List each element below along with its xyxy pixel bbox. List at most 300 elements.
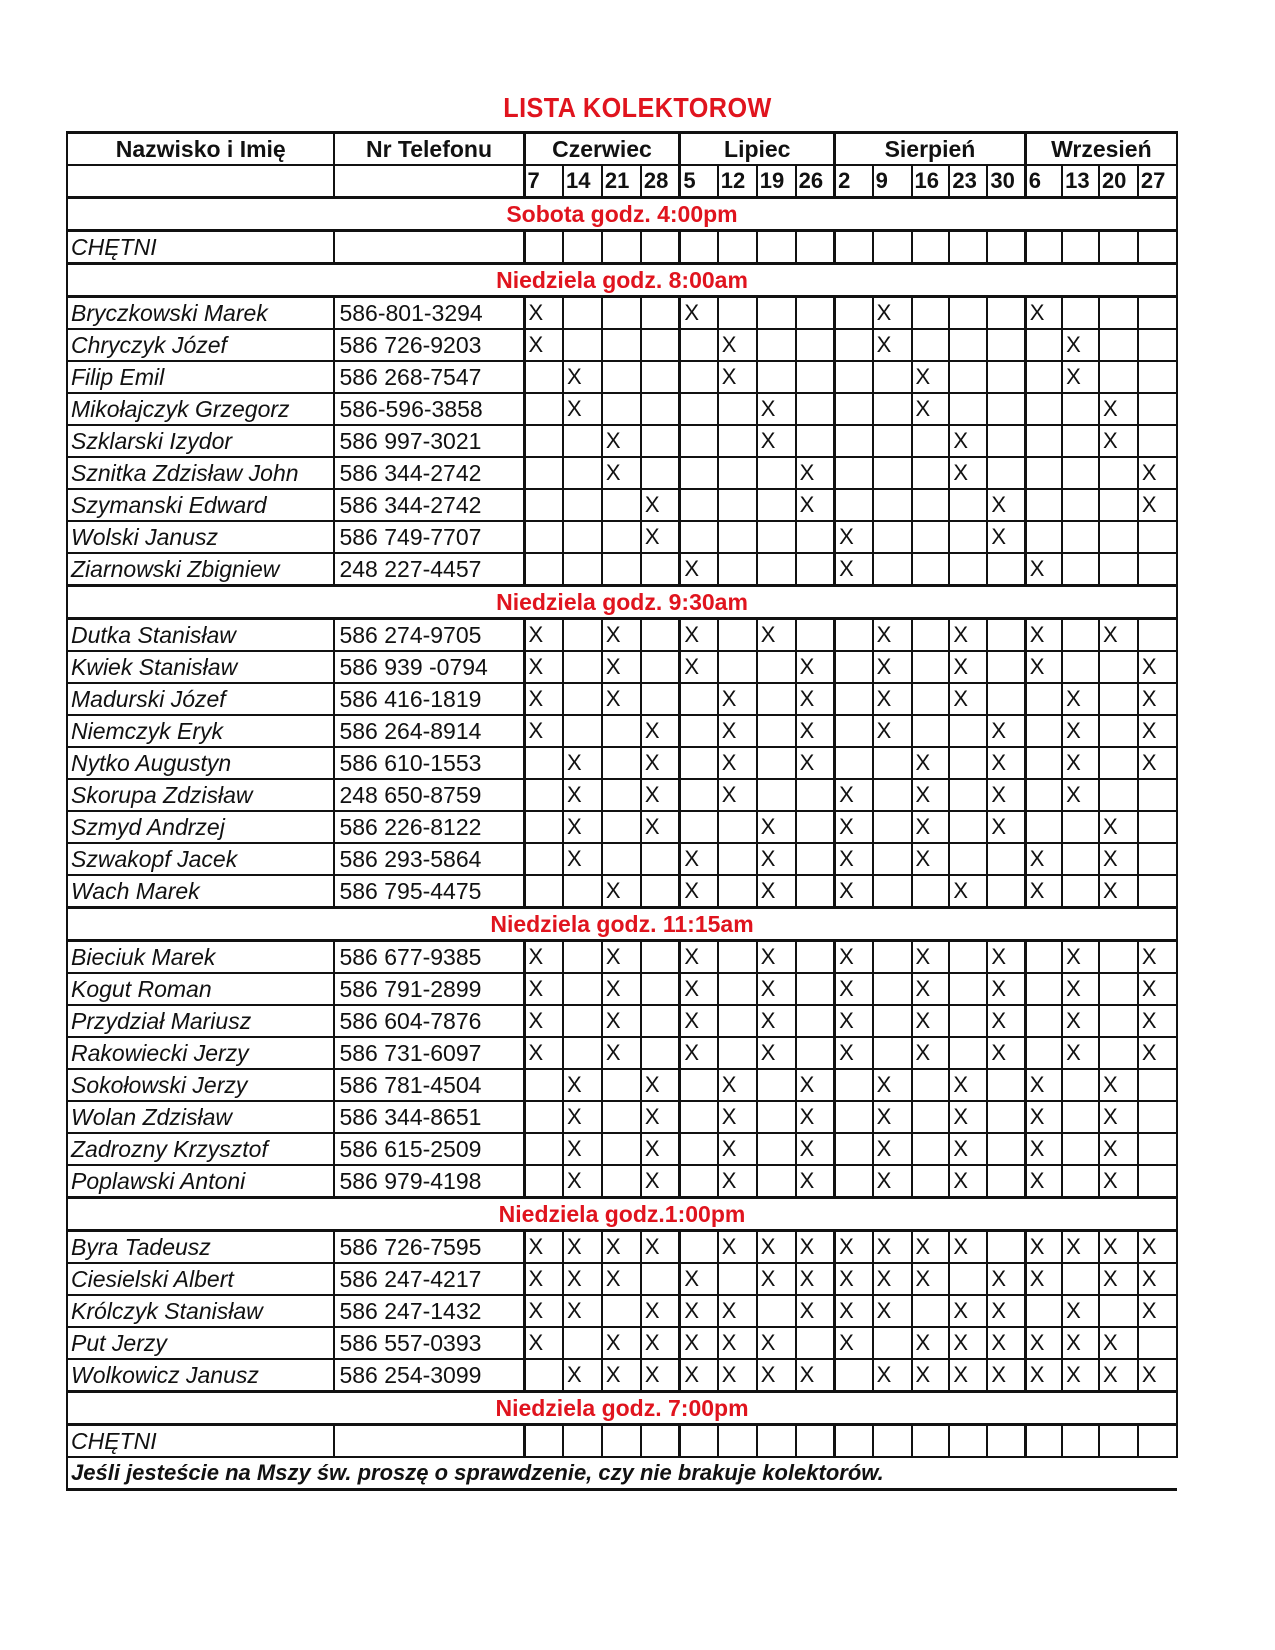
assigned-mark: X (602, 457, 641, 489)
schedule-cell (835, 1133, 873, 1165)
schedule-cell (1099, 715, 1138, 747)
schedule-cell (602, 1133, 641, 1165)
month-header: Lipiec (680, 133, 835, 166)
assigned-mark: X (1062, 361, 1099, 393)
schedule-cell (602, 1425, 641, 1458)
assigned-mark: X (680, 553, 718, 586)
assigned-mark: X (796, 1165, 835, 1198)
schedule-cell (602, 329, 641, 361)
collector-phone: 586 615-2509 (334, 1133, 524, 1165)
assigned-mark: X (987, 1327, 1025, 1359)
month-header: Czerwiec (524, 133, 680, 166)
assigned-mark: X (602, 875, 641, 908)
schedule-cell (949, 231, 987, 264)
assigned-mark: X (1099, 1101, 1138, 1133)
schedule-cell (757, 683, 796, 715)
collector-name: Mikołajczyk Grzegorz (67, 393, 334, 425)
assigned-mark: X (524, 1037, 563, 1069)
schedule-cell (835, 651, 873, 683)
assigned-mark: X (718, 779, 757, 811)
schedule-cell (757, 1101, 796, 1133)
schedule-cell (1025, 715, 1062, 747)
month-header: Wrzesień (1025, 133, 1177, 166)
assigned-mark: X (718, 1231, 757, 1264)
schedule-cell (912, 1165, 950, 1198)
schedule-cell (563, 651, 602, 683)
schedule-cell (1099, 683, 1138, 715)
schedule-cell (524, 779, 563, 811)
assigned-mark: X (680, 1005, 718, 1037)
schedule-cell (602, 231, 641, 264)
footer-row (67, 1457, 1177, 1490)
schedule-cell (949, 811, 987, 843)
schedule-cell (987, 1231, 1025, 1264)
schedule-cell (949, 1263, 987, 1295)
assigned-mark: X (912, 1327, 950, 1359)
mass-time-heading: Niedziela godz. 9:30am (67, 586, 1177, 619)
schedule-cell (987, 425, 1025, 457)
schedule-cell (949, 1005, 987, 1037)
schedule-cell (912, 651, 950, 683)
assigned-mark: X (641, 1327, 680, 1359)
schedule-cell (718, 1037, 757, 1069)
assigned-mark: X (949, 1069, 987, 1101)
schedule-cell (1025, 683, 1062, 715)
assigned-mark: X (987, 747, 1025, 779)
assigned-mark: X (987, 715, 1025, 747)
assigned-mark: X (757, 619, 796, 652)
schedule-cell (1025, 1425, 1062, 1458)
collector-name: Poplawski Antoni (67, 1165, 334, 1198)
assigned-mark: X (1062, 1295, 1099, 1327)
schedule-cell (873, 779, 912, 811)
schedule-cell (912, 875, 950, 908)
schedule-cell (641, 553, 680, 586)
assigned-mark: X (718, 1101, 757, 1133)
assigned-mark: X (796, 1069, 835, 1101)
assigned-mark: X (1138, 1037, 1177, 1069)
assigned-mark: X (524, 715, 563, 747)
day-header: 23 (949, 165, 987, 198)
schedule-cell (949, 361, 987, 393)
table-row (67, 875, 1177, 908)
schedule-cell (524, 1133, 563, 1165)
schedule-cell (680, 361, 718, 393)
table-row (67, 1359, 1177, 1392)
schedule-cell (757, 1425, 796, 1458)
assigned-mark: X (1099, 875, 1138, 908)
schedule-cell (563, 973, 602, 1005)
day-header: 2 (835, 165, 873, 198)
assigned-mark: X (949, 1231, 987, 1264)
schedule-cell (641, 1005, 680, 1037)
assigned-mark: X (641, 1133, 680, 1165)
schedule-cell (987, 843, 1025, 875)
schedule-cell (718, 875, 757, 908)
schedule-cell (873, 843, 912, 875)
schedule-cell (524, 425, 563, 457)
assigned-mark: X (1138, 973, 1177, 1005)
schedule-cell (524, 843, 563, 875)
assigned-mark: X (602, 651, 641, 683)
assigned-mark: X (987, 1263, 1025, 1295)
schedule-cell (1099, 297, 1138, 330)
assigned-mark: X (757, 1327, 796, 1359)
assigned-mark: X (1062, 715, 1099, 747)
assigned-mark: X (718, 747, 757, 779)
collector-name: Skorupa Zdzisław (67, 779, 334, 811)
assigned-mark: X (524, 297, 563, 330)
schedule-cell (563, 1327, 602, 1359)
table-row (67, 779, 1177, 811)
schedule-cell (718, 1005, 757, 1037)
assigned-mark: X (1025, 1069, 1062, 1101)
schedule-cell (796, 297, 835, 330)
schedule-cell (1099, 747, 1138, 779)
schedule-cell (1138, 361, 1177, 393)
schedule-cell (912, 683, 950, 715)
assigned-mark: X (873, 1133, 912, 1165)
assigned-mark: X (796, 747, 835, 779)
schedule-cell (987, 231, 1025, 264)
schedule-cell (641, 1425, 680, 1458)
schedule-cell (1138, 875, 1177, 908)
day-header: 7 (524, 165, 563, 198)
assigned-mark: X (641, 489, 680, 521)
collector-name: Wolski Janusz (67, 521, 334, 553)
section-header-row (67, 1392, 1177, 1425)
table-row (67, 619, 1177, 652)
assigned-mark: X (835, 843, 873, 875)
collector-phone: 248 227-4457 (334, 553, 524, 586)
table-row (67, 1425, 1177, 1458)
schedule-cell (796, 619, 835, 652)
assigned-mark: X (563, 747, 602, 779)
schedule-cell (873, 1005, 912, 1037)
assigned-mark: X (1099, 1327, 1138, 1359)
schedule-cell (718, 231, 757, 264)
schedule-cell (1099, 329, 1138, 361)
assigned-mark: X (1062, 1005, 1099, 1037)
assigned-mark: X (602, 1005, 641, 1037)
schedule-cell (796, 329, 835, 361)
schedule-cell (796, 1037, 835, 1069)
schedule-cell (1099, 521, 1138, 553)
assigned-mark: X (1099, 1359, 1138, 1392)
assigned-mark: X (718, 329, 757, 361)
assigned-mark: X (641, 811, 680, 843)
schedule-cell (757, 489, 796, 521)
schedule-cell (563, 941, 602, 974)
schedule-cell (718, 425, 757, 457)
assigned-mark: X (987, 521, 1025, 553)
assigned-mark: X (602, 425, 641, 457)
table-row (67, 489, 1177, 521)
schedule-cell (987, 1101, 1025, 1133)
collector-name: Sznitka Zdzisław John (67, 457, 334, 489)
assigned-mark: X (1025, 1231, 1062, 1264)
schedule-cell (949, 393, 987, 425)
schedule-cell (987, 1425, 1025, 1458)
assigned-mark: X (718, 683, 757, 715)
empty-cell (334, 165, 524, 198)
assigned-mark: X (563, 811, 602, 843)
table-row (67, 231, 1177, 264)
schedule-cell (873, 231, 912, 264)
schedule-cell (987, 553, 1025, 586)
assigned-mark: X (1138, 1295, 1177, 1327)
schedule-cell (835, 683, 873, 715)
assigned-mark: X (563, 393, 602, 425)
collector-phone: 586 677-9385 (334, 941, 524, 974)
assigned-mark: X (524, 329, 563, 361)
schedule-cell (524, 457, 563, 489)
day-header: 30 (987, 165, 1025, 198)
schedule-cell (1138, 231, 1177, 264)
assigned-mark: X (987, 1295, 1025, 1327)
schedule-cell (563, 329, 602, 361)
assigned-mark: X (718, 1327, 757, 1359)
schedule-cell (912, 1425, 950, 1458)
assigned-mark: X (796, 1231, 835, 1264)
schedule-cell (912, 553, 950, 586)
schedule-cell (912, 425, 950, 457)
assigned-mark: X (524, 1005, 563, 1037)
assigned-mark: X (602, 1359, 641, 1392)
assigned-mark: X (987, 1005, 1025, 1037)
assigned-mark: X (873, 619, 912, 652)
schedule-cell (873, 521, 912, 553)
assigned-mark: X (987, 973, 1025, 1005)
assigned-mark: X (912, 1359, 950, 1392)
schedule-cell (949, 329, 987, 361)
collector-phone: 586 749-7707 (334, 521, 524, 553)
assigned-mark: X (912, 1263, 950, 1295)
schedule-cell (680, 683, 718, 715)
assigned-mark: X (835, 875, 873, 908)
assigned-mark: X (563, 843, 602, 875)
schedule-cell (641, 651, 680, 683)
schedule-cell (602, 715, 641, 747)
assigned-mark: X (1025, 1327, 1062, 1359)
assigned-mark: X (718, 1069, 757, 1101)
assigned-mark: X (718, 1133, 757, 1165)
collectors-table (66, 131, 1178, 1491)
phone-column-header: Nr Telefonu (334, 133, 524, 166)
collector-name: Madurski Józef (67, 683, 334, 715)
schedule-cell (680, 1133, 718, 1165)
schedule-cell (835, 489, 873, 521)
day-header: 12 (718, 165, 757, 198)
schedule-cell (912, 489, 950, 521)
assigned-mark: X (602, 683, 641, 715)
schedule-cell (796, 843, 835, 875)
assigned-mark: X (1099, 811, 1138, 843)
schedule-cell (1062, 489, 1099, 521)
schedule-cell (602, 811, 641, 843)
assigned-mark: X (1099, 393, 1138, 425)
schedule-cell (602, 393, 641, 425)
schedule-cell (524, 1359, 563, 1392)
assigned-mark: X (1062, 1037, 1099, 1069)
collector-name: Filip Emil (67, 361, 334, 393)
schedule-cell (1062, 1263, 1099, 1295)
schedule-cell (873, 553, 912, 586)
section-header-row (67, 264, 1177, 297)
collector-phone: 586 344-2742 (334, 489, 524, 521)
assigned-mark: X (1025, 1359, 1062, 1392)
schedule-cell (641, 941, 680, 974)
schedule-cell (1062, 1101, 1099, 1133)
schedule-cell (602, 747, 641, 779)
schedule-cell (524, 393, 563, 425)
collector-phone: 586 264-8914 (334, 715, 524, 747)
schedule-cell (1062, 425, 1099, 457)
schedule-cell (1062, 619, 1099, 652)
schedule-cell (796, 553, 835, 586)
collector-name: Chryczyk Józef (67, 329, 334, 361)
assigned-mark: X (912, 393, 950, 425)
schedule-cell (680, 231, 718, 264)
assigned-mark: X (912, 843, 950, 875)
mass-time-heading: Niedziela godz. 7:00pm (67, 1392, 1177, 1425)
assigned-mark: X (987, 489, 1025, 521)
assigned-mark: X (680, 973, 718, 1005)
schedule-cell (563, 1005, 602, 1037)
schedule-cell (796, 875, 835, 908)
schedule-cell (718, 811, 757, 843)
assigned-mark: X (1025, 1263, 1062, 1295)
assigned-mark: X (641, 1295, 680, 1327)
schedule-cell (641, 329, 680, 361)
schedule-cell (1025, 489, 1062, 521)
collector-phone: 586 731-6097 (334, 1037, 524, 1069)
schedule-cell (873, 1037, 912, 1069)
assigned-mark: X (524, 619, 563, 652)
assigned-mark: X (796, 683, 835, 715)
schedule-cell (1062, 1069, 1099, 1101)
table-row (67, 521, 1177, 553)
assigned-mark: X (680, 651, 718, 683)
schedule-cell (641, 393, 680, 425)
schedule-cell (563, 425, 602, 457)
assigned-mark: X (835, 1327, 873, 1359)
collector-phone: 586 247-4217 (334, 1263, 524, 1295)
assigned-mark: X (912, 361, 950, 393)
schedule-cell (1025, 361, 1062, 393)
assigned-mark: X (641, 1101, 680, 1133)
schedule-cell (1138, 425, 1177, 457)
schedule-cell (949, 843, 987, 875)
schedule-cell (1099, 779, 1138, 811)
collector-phone: 586 226-8122 (334, 811, 524, 843)
schedule-cell (873, 747, 912, 779)
assigned-mark: X (873, 1069, 912, 1101)
schedule-cell (835, 297, 873, 330)
assigned-mark: X (1062, 973, 1099, 1005)
schedule-cell (1138, 393, 1177, 425)
schedule-cell (987, 329, 1025, 361)
schedule-cell (1099, 651, 1138, 683)
assigned-mark: X (873, 683, 912, 715)
assigned-mark: X (873, 715, 912, 747)
schedule-cell (1099, 361, 1138, 393)
assigned-mark: X (796, 715, 835, 747)
schedule-cell (1025, 457, 1062, 489)
schedule-cell (873, 811, 912, 843)
assigned-mark: X (602, 1263, 641, 1295)
schedule-cell (1099, 1037, 1138, 1069)
schedule-cell (1099, 457, 1138, 489)
name-column-header: Nazwisko i Imię (67, 133, 334, 166)
schedule-cell (987, 875, 1025, 908)
schedule-cell (1099, 231, 1138, 264)
collector-name: Wolkowicz Janusz (67, 1359, 334, 1392)
assigned-mark: X (524, 1295, 563, 1327)
collector-name: Sokołowski Jerzy (67, 1069, 334, 1101)
schedule-cell (796, 361, 835, 393)
schedule-cell (718, 1425, 757, 1458)
collector-phone: 586 781-4504 (334, 1069, 524, 1101)
schedule-cell (1138, 1133, 1177, 1165)
assigned-mark: X (680, 1037, 718, 1069)
schedule-cell (602, 489, 641, 521)
schedule-cell (680, 521, 718, 553)
schedule-cell (641, 231, 680, 264)
schedule-cell (835, 425, 873, 457)
table-row (67, 1295, 1177, 1327)
schedule-cell (641, 683, 680, 715)
collector-name: Kogut Roman (67, 973, 334, 1005)
schedule-cell (949, 489, 987, 521)
assigned-mark: X (949, 619, 987, 652)
schedule-cell (1062, 1133, 1099, 1165)
assigned-mark: X (524, 651, 563, 683)
table-row (67, 329, 1177, 361)
collector-phone (334, 231, 524, 264)
schedule-cell (602, 297, 641, 330)
collector-phone: 586 795-4475 (334, 875, 524, 908)
collector-name: Wolan Zdzisław (67, 1101, 334, 1133)
assigned-mark: X (563, 1231, 602, 1264)
schedule-cell (680, 779, 718, 811)
schedule-cell (796, 973, 835, 1005)
assigned-mark: X (641, 779, 680, 811)
assigned-mark: X (1025, 619, 1062, 652)
assigned-mark: X (1099, 619, 1138, 652)
collector-phone: 586 416-1819 (334, 683, 524, 715)
schedule-cell (873, 393, 912, 425)
collector-phone: 586 604-7876 (334, 1005, 524, 1037)
schedule-cell (1062, 843, 1099, 875)
assigned-mark: X (796, 1101, 835, 1133)
collector-phone (334, 1425, 524, 1458)
table-row (67, 1005, 1177, 1037)
table-row (67, 683, 1177, 715)
schedule-cell (563, 875, 602, 908)
assigned-mark: X (718, 1165, 757, 1198)
schedule-cell (524, 1069, 563, 1101)
day-header: 20 (1099, 165, 1138, 198)
collector-phone: 586 726-9203 (334, 329, 524, 361)
schedule-cell (757, 361, 796, 393)
schedule-cell (987, 1069, 1025, 1101)
assigned-mark: X (757, 875, 796, 908)
schedule-cell (563, 683, 602, 715)
schedule-cell (563, 231, 602, 264)
assigned-mark: X (1025, 1101, 1062, 1133)
assigned-mark: X (796, 1295, 835, 1327)
